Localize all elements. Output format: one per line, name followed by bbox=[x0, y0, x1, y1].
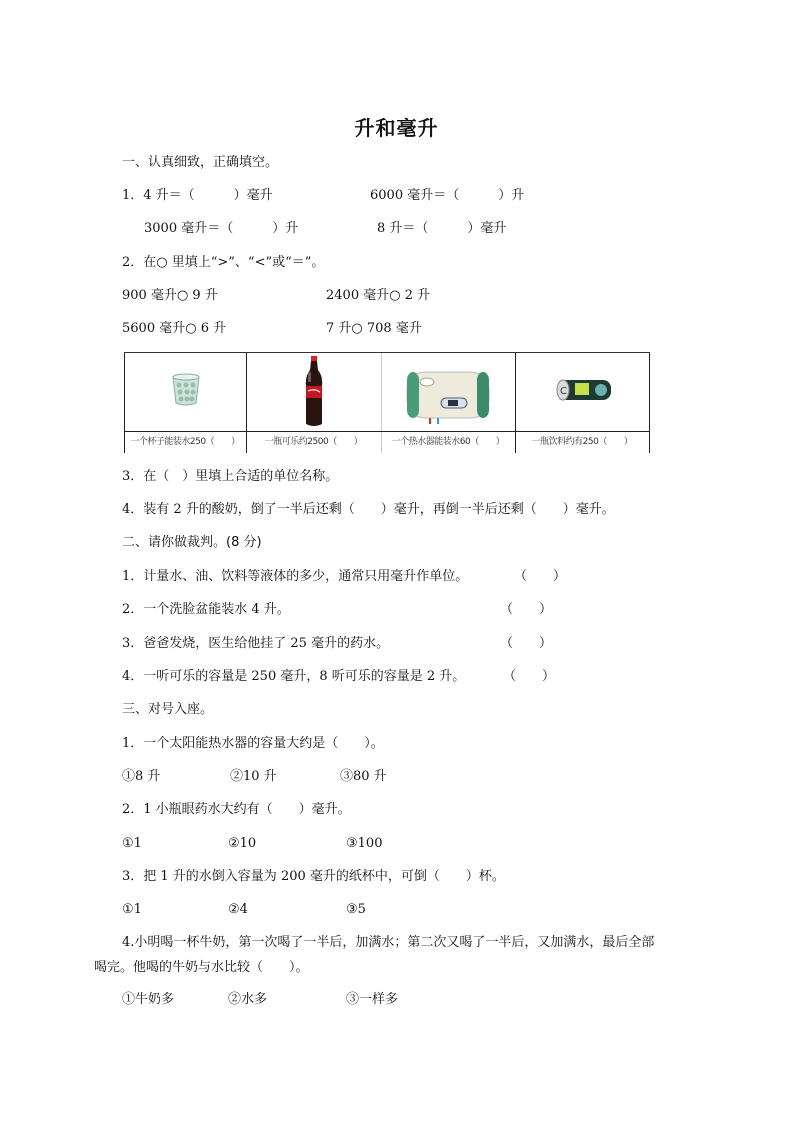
q1-item-3: 3000 毫升＝（ ）升 bbox=[144, 221, 299, 236]
judge-item-3-blank[interactable]: （ ） bbox=[500, 636, 553, 651]
picture-caption: 一瓶饮料约有250（ ） bbox=[531, 437, 633, 447]
picture-cell-cola bbox=[246, 353, 381, 453]
table-border-right bbox=[649, 353, 650, 453]
section-1-heading: 一、认真细致，正确填空。 bbox=[122, 155, 279, 170]
q1-item-1: 1．4 升＝（ ）毫升 bbox=[122, 188, 273, 203]
q2-item-1: 900 毫升○ 9 升 bbox=[122, 288, 218, 303]
choice-q4-line-2: 喝完。他喝的牛奶与水比较（ ）。 bbox=[94, 960, 309, 975]
choice-q3-option-2[interactable]: ②4 bbox=[228, 902, 248, 917]
choice-q4-option-1[interactable]: ①牛奶多 bbox=[122, 992, 175, 1007]
section-2-heading: 二、请你做裁判。(8 分) bbox=[122, 535, 262, 550]
picture-caption: 一个杯子能装水250（ ） bbox=[130, 437, 240, 447]
q2-item-4: 7 升○ 708 毫升 bbox=[326, 321, 422, 336]
judge-item-4: 4．一听可乐的容量是 250 毫升，8 听可乐的容量是 2 升。 bbox=[122, 669, 466, 684]
choice-q3: 3．把 1 升的水倒入容量为 200 毫升的纸杯中，可倒（ ）杯。 bbox=[122, 869, 505, 884]
q3-text: 3．在（ ）里填上合适的单位名称。 bbox=[122, 469, 339, 484]
picture-table bbox=[124, 352, 650, 453]
q1-item-2: 6000 毫升＝（ ）升 bbox=[370, 188, 525, 203]
judge-item-2: 2．一个洗脸盆能装水 4 升。 bbox=[122, 602, 290, 617]
choice-q2-option-3[interactable]: ③100 bbox=[346, 836, 383, 851]
choice-q1-option-3[interactable]: ③80 升 bbox=[340, 769, 387, 784]
picture-cell-cup bbox=[124, 353, 246, 453]
choice-q3-option-3[interactable]: ③5 bbox=[346, 902, 366, 917]
section-3-heading: 三、对号入座。 bbox=[122, 702, 214, 717]
q2-item-2: 2400 毫升○ 2 升 bbox=[326, 288, 431, 303]
choice-q1: 1．一个太阳能热水器的容量大约是（ ）。 bbox=[122, 736, 384, 751]
judge-item-4-blank[interactable]: （ ） bbox=[503, 669, 556, 684]
judge-item-3: 3．爸爸发烧，医生给他挂了 25 毫升的药水。 bbox=[122, 636, 390, 651]
judge-item-1-blank[interactable]: （ ） bbox=[514, 569, 567, 584]
q2-prompt: 2．在○ 里填上“>”、“<”或“＝”。 bbox=[122, 255, 325, 270]
picture-caption: 一瓶可乐约2500（ ） bbox=[264, 437, 363, 447]
q1-item-4: 8 升＝（ ）毫升 bbox=[377, 221, 507, 236]
choice-q1-option-1[interactable]: ①8 升 bbox=[122, 769, 161, 784]
cup-icon bbox=[170, 373, 202, 407]
water-heater-icon bbox=[403, 368, 493, 426]
choice-q4-option-3[interactable]: ③一样多 bbox=[346, 992, 399, 1007]
picture-cell-water-heater bbox=[381, 353, 515, 453]
page-title: 升和毫升 bbox=[354, 116, 439, 140]
choice-q2-option-2[interactable]: ②10 bbox=[228, 836, 257, 851]
drink-can-icon bbox=[555, 377, 615, 403]
choice-q4-option-2[interactable]: ②水多 bbox=[228, 992, 268, 1007]
choice-q4-line-1: 4.小明喝一杯牛奶，第一次喝了一半后，加满水；第二次又喝了一半后，又加满水，最后全部 bbox=[122, 935, 655, 950]
picture-caption: 一个热水器能装水60（ ） bbox=[391, 437, 505, 447]
q4-text: 4．装有 2 升的酸奶，倒了一半后还剩（ ）毫升，再倒一半后还剩（ ）毫升。 bbox=[122, 502, 615, 517]
choice-q2: 2．1 小瓶眼药水大约有（ ）毫升。 bbox=[122, 802, 351, 817]
judge-item-2-blank[interactable]: （ ） bbox=[500, 602, 553, 617]
choice-q3-option-1[interactable]: ①1 bbox=[122, 902, 142, 917]
cola-bottle-icon bbox=[304, 356, 324, 428]
judge-item-1: 1．计量水、油、饮料等液体的多少，通常只用毫升作单位。 bbox=[122, 569, 469, 584]
svg-text:C: C bbox=[560, 386, 567, 397]
choice-q2-option-1[interactable]: ①1 bbox=[122, 836, 142, 851]
choice-q1-option-2[interactable]: ②10 升 bbox=[230, 769, 277, 784]
q2-item-3: 5600 毫升○ 6 升 bbox=[122, 321, 227, 336]
picture-cell-can bbox=[515, 353, 649, 453]
